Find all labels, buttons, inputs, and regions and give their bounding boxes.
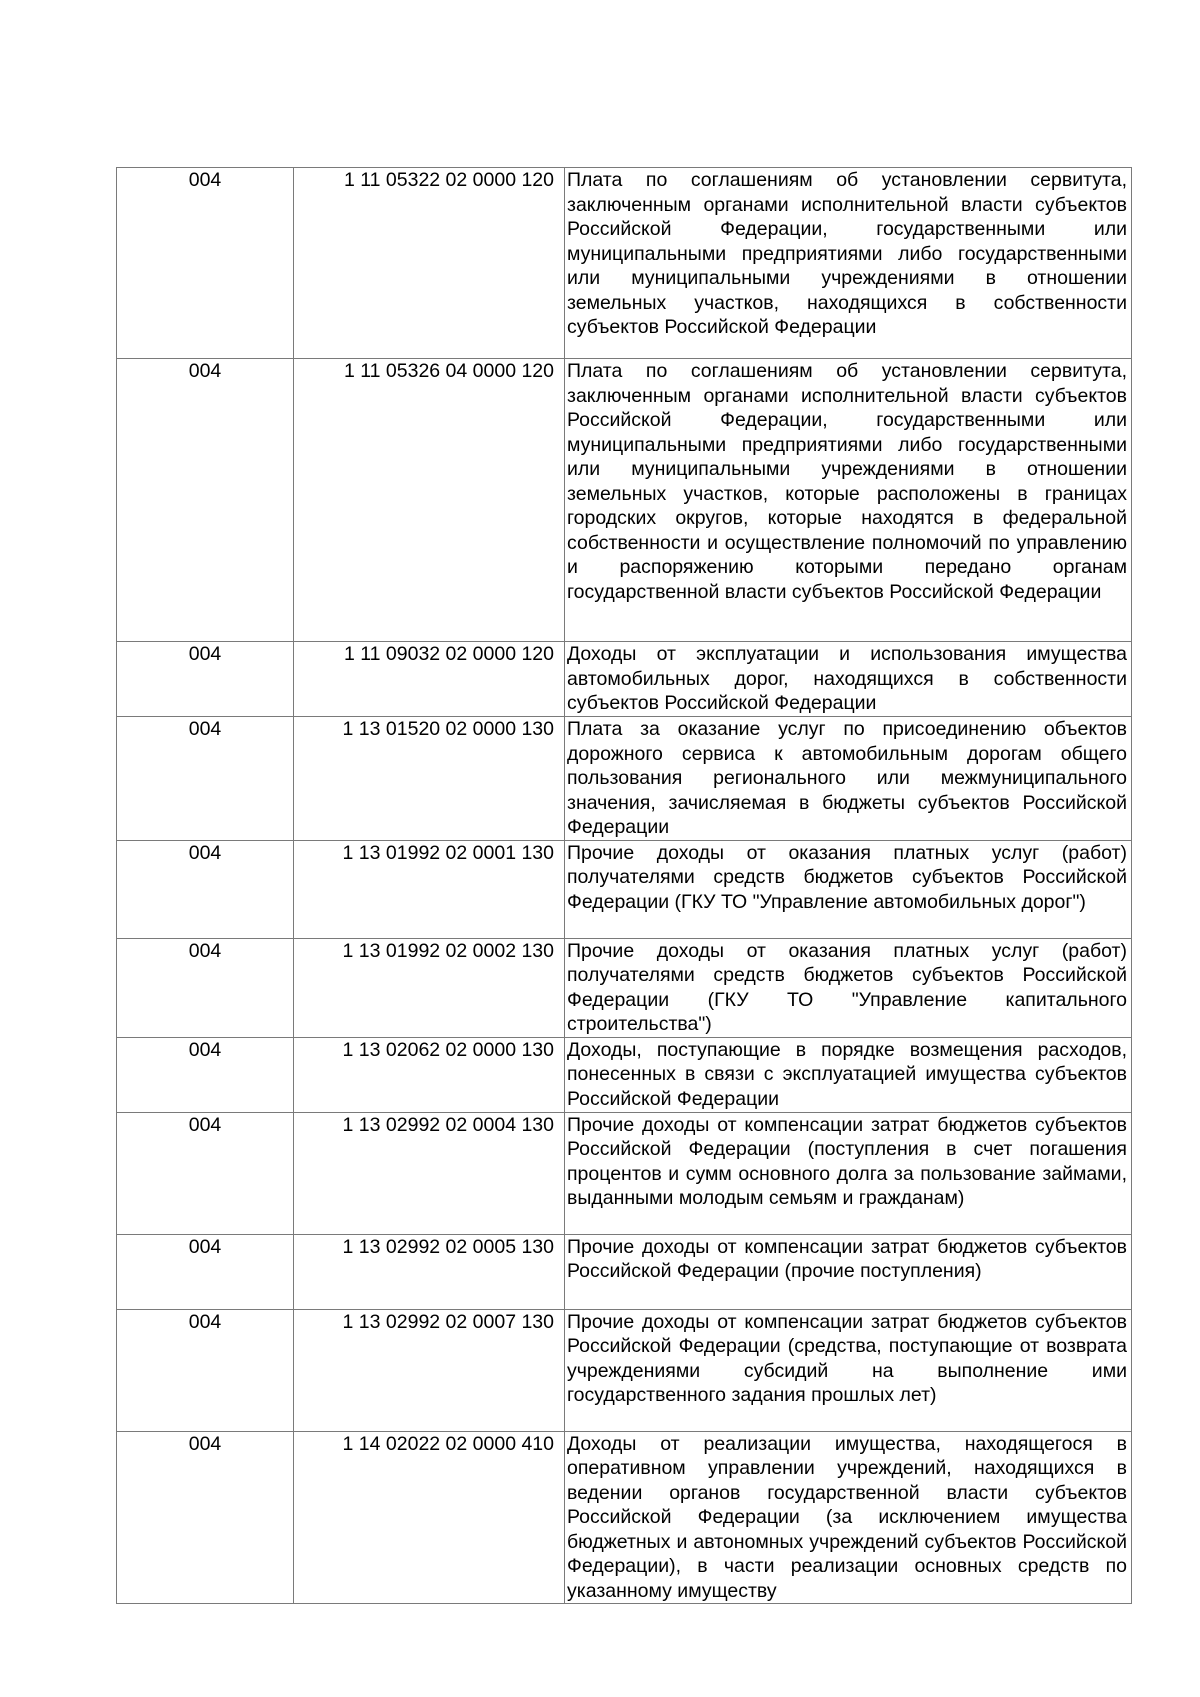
description-cell: Прочие доходы от оказания платных услуг (работ) получателями средств бюджетов субъектов Российской Федерации (ГКУ ТО "Управление автомобильных дорог") <box>565 840 1132 938</box>
admin-code-cell: 004 <box>117 840 294 938</box>
admin-code-cell: 004 <box>117 168 294 359</box>
table-row <box>117 1112 1132 1234</box>
description-cell: Прочие доходы от компенсации затрат бюджетов субъектов Российской Федерации (прочие поступления) <box>565 1234 1132 1309</box>
description-cell: Доходы от реализации имущества, находящегося в оперативном управлении учреждений, находящихся в ведении органов государственной власти субъектов Российской Федерации (за исключением имущества бюджетных и автономных учреждений субъектов Российской Федерации), в части реализации основных средств по указанному имуществу <box>565 1431 1132 1604</box>
table-row <box>117 717 1132 841</box>
budget-code-cell: 1 13 02992 02 0004 130 <box>294 1112 565 1234</box>
admin-code-cell: 004 <box>117 938 294 1037</box>
description-cell: Плата за оказание услуг по присоединению объектов дорожного сервиса к автомобильным дорогам общего пользования регионального или межмуниципального значения, зачисляемая в бюджеты субъектов Российской Федерации <box>565 717 1132 841</box>
admin-code-cell: 004 <box>117 717 294 841</box>
table-row <box>117 1309 1132 1431</box>
table-row <box>117 359 1132 642</box>
description-cell: Прочие доходы от компенсации затрат бюджетов субъектов Российской Федерации (средства, поступающие от возврата учреждениями субсидий на выполнение ими государственного задания прошлых лет) <box>565 1309 1132 1431</box>
description-cell: Доходы, поступающие в порядке возмещения расходов, понесенных в связи с эксплуатацией имущества субъектов Российской Федерации <box>565 1037 1132 1112</box>
table-row <box>117 840 1132 938</box>
budget-code-cell: 1 11 09032 02 0000 120 <box>294 642 565 717</box>
admin-code-cell: 004 <box>117 642 294 717</box>
description-cell: Прочие доходы от компенсации затрат бюджетов субъектов Российской Федерации (поступления в счет погашения процентов и сумм основного долга за пользование займами, выданными молодым семьям и гражданам) <box>565 1112 1132 1234</box>
budget-code-cell: 1 11 05326 04 0000 120 <box>294 359 565 642</box>
admin-code-cell: 004 <box>117 1037 294 1112</box>
budget-code-cell: 1 14 02022 02 0000 410 <box>294 1431 565 1604</box>
description-cell: Плата по соглашениям об установлении сервитута, заключенным органами исполнительной власти субъектов Российской Федерации, государственными или муниципальными предприятиями либо государственными или муниципальными учреждениями в отношении земельных участков, находящихся в собственности субъектов Российской Федерации <box>565 168 1132 359</box>
budget-code-cell: 1 13 02992 02 0007 130 <box>294 1309 565 1431</box>
admin-code-cell: 004 <box>117 1112 294 1234</box>
table-row <box>117 938 1132 1037</box>
description-cell: Прочие доходы от оказания платных услуг (работ) получателями средств бюджетов субъектов Российской Федерации (ГКУ ТО "Управление капитального строительства") <box>565 938 1132 1037</box>
table-row <box>117 1234 1132 1309</box>
revenue-codes-table <box>116 167 1132 1604</box>
budget-code-cell: 1 13 02992 02 0005 130 <box>294 1234 565 1309</box>
admin-code-cell: 004 <box>117 359 294 642</box>
admin-code-cell: 004 <box>117 1309 294 1431</box>
description-cell: Плата по соглашениям об установлении сервитута, заключенным органами исполнительной власти субъектов Российской Федерации, государственными или муниципальными предприятиями либо государственными или муниципальными учреждениями в отношении земельных участков, которые расположены в границах городских округов, которые находятся в федеральной собственности и осуществление полномочий по управлению и распоряжению которыми передано органам государственной власти субъектов Российской Федерации <box>565 359 1132 642</box>
budget-code-cell: 1 13 02062 02 0000 130 <box>294 1037 565 1112</box>
budget-code-cell: 1 13 01992 02 0001 130 <box>294 840 565 938</box>
description-cell: Доходы от эксплуатации и использования имущества автомобильных дорог, находящихся в собственности субъектов Российской Федерации <box>565 642 1132 717</box>
budget-code-cell: 1 13 01520 02 0000 130 <box>294 717 565 841</box>
table-row <box>117 1037 1132 1112</box>
table-row <box>117 1431 1132 1604</box>
admin-code-cell: 004 <box>117 1234 294 1309</box>
admin-code-cell: 004 <box>117 1431 294 1604</box>
table-row <box>117 168 1132 359</box>
budget-code-cell: 1 13 01992 02 0002 130 <box>294 938 565 1037</box>
table-row <box>117 642 1132 717</box>
budget-code-cell: 1 11 05322 02 0000 120 <box>294 168 565 359</box>
table <box>116 167 1132 1604</box>
